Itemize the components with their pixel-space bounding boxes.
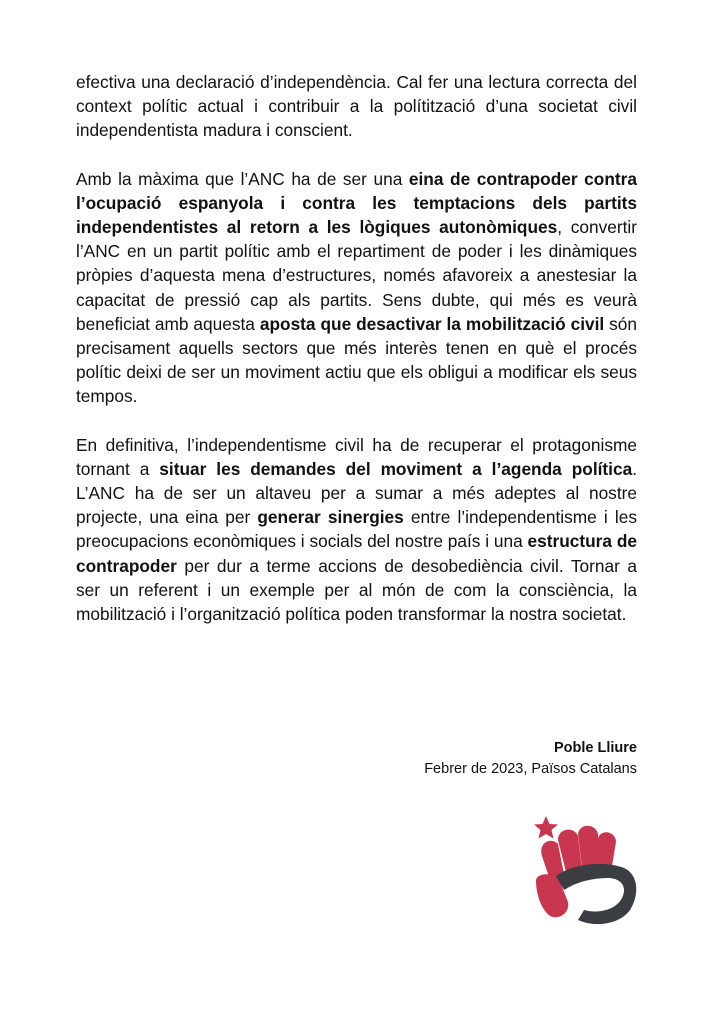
- paragraph-3-bold-1: situar les demandes del moviment a l’agenda política: [159, 458, 633, 479]
- paragraph-1: [76, 70, 637, 143]
- thumb-wrap: [556, 864, 636, 924]
- paragraph-3-bold-2: generar sinergies: [257, 507, 404, 528]
- signature-organization: Poble Lliure: [554, 740, 637, 756]
- paragraph-3-segment-1: En definitiva, l’independentisme civil ha de recuperar el protagonisme tornant a: [76, 434, 637, 479]
- paragraph-2-segment-1: Amb la màxima que l’ANC ha de ser una: [76, 168, 409, 189]
- paragraph-2-bold-2: aposta que desactivar la mobilització civil: [259, 313, 605, 334]
- paragraph-2: [76, 167, 637, 409]
- paragraph-2-bold-1: eina de contrapoder contra l’ocupació espanyola i contra les temptacions dels partits independentistes al retorn a les lògiques autonòmiques: [76, 168, 637, 238]
- paragraph-3-bold-3: estructura de contrapoder: [76, 531, 637, 576]
- paragraph-3: [76, 433, 637, 627]
- paragraph-3-segment-5: entre l’independentisme i les preocupacions econòmiques i socials del nostre país i una: [76, 507, 637, 552]
- document-body: [76, 70, 637, 650]
- signature-block: [424, 738, 637, 780]
- signature-date-place: Febrer de 2023, Països Catalans: [424, 761, 637, 777]
- paragraph-1-segment-1: efectiva una declaració d’independència. Cal fer una lectura correcta del context polític actual i contribuir a la polítització d’una societat civil independentista madura i conscient.: [76, 72, 637, 141]
- paragraph-3-segment-3: . L’ANC ha de ser un altaveu per a sumar a més adeptes al nostre projecte, una eina per: [76, 458, 638, 528]
- paragraph-2-segment-5: són precisament aquells sectors que més interès tenen en què el procés polític deixi de ser un moviment actiu que els obligui a modificar els seus tempos.: [76, 313, 638, 407]
- paragraph-3-segment-7: per dur a terme accions de desobediència civil. Tornar a ser un referent i un exemple per al món de com la consciència, la mobilització i l’organització política poden transformar la nostra societat.: [76, 555, 637, 625]
- star-icon: [534, 816, 558, 839]
- fist-with-star-logo: [528, 810, 640, 926]
- paragraph-2-segment-3: , convertir l’ANC en un partit polític amb el repartiment de poder i les dinàmiques pròpies d’aquesta mena d’estructures, només afavoreix a anestesiar la capacitat de pressió cap als partits. Sens dubte, qui més es veurà beneficiat amb aquesta: [76, 217, 637, 334]
- fist-icon: [536, 826, 636, 924]
